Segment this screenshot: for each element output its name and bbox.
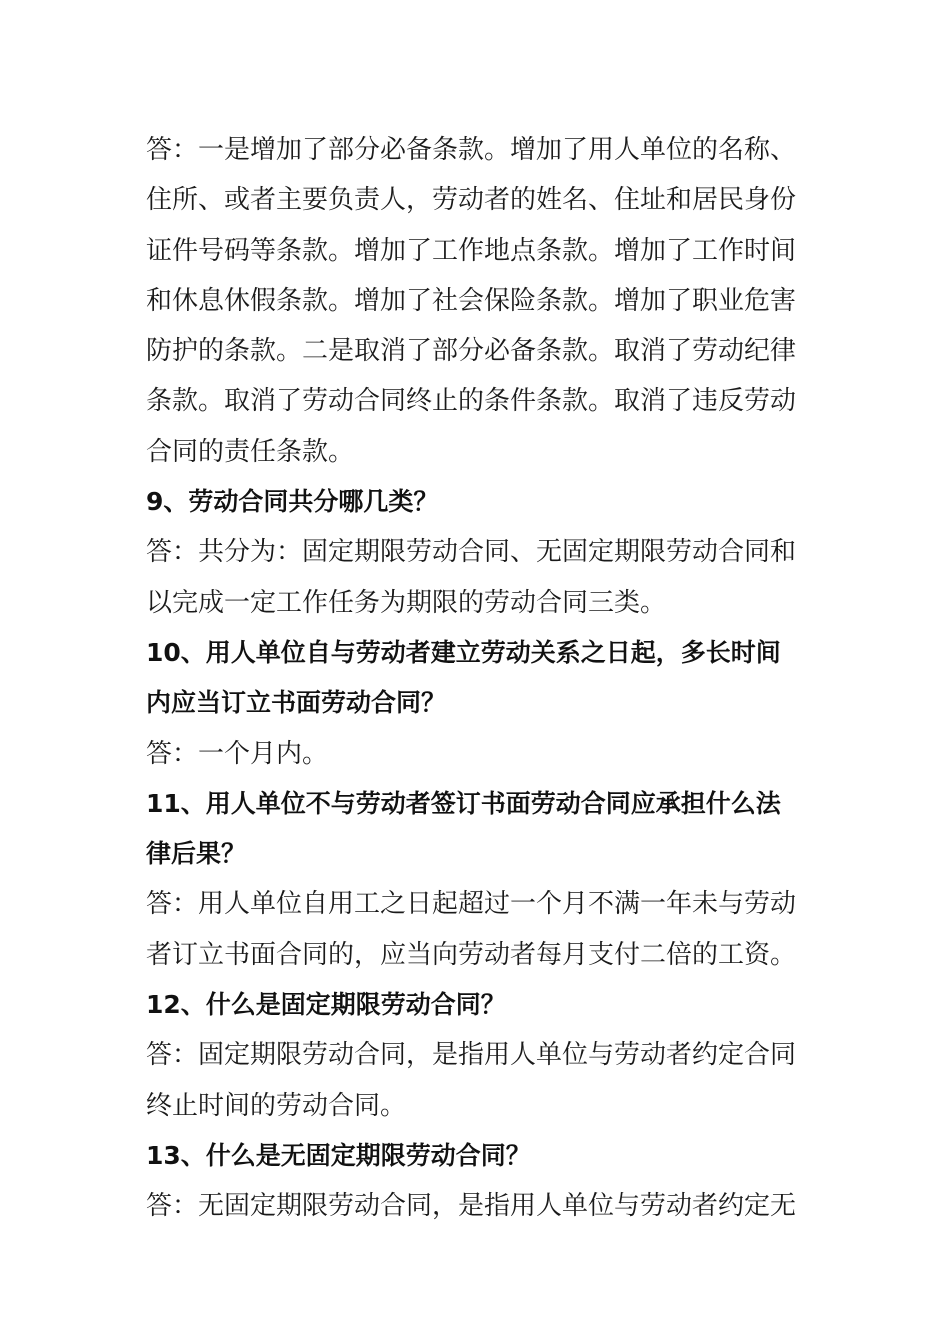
question-heading: 11、用人单位不与劳动者签订书面劳动合同应承担什么法	[146, 788, 781, 818]
question-heading: 12、什么是固定期限劳动合同？	[146, 990, 506, 1020]
answer-line: 者订立书面合同的，应当向劳动者每月支付二倍的工资。	[146, 939, 797, 970]
answer-line: 证件号码等条款。增加了工作地点条款。增加了工作时间	[146, 235, 797, 266]
answer-line: 答：一是增加了部分必备条款。增加了用人单位的名称、	[146, 135, 797, 165]
answer-line: 住所、或者主要负责人，劳动者的姓名、住址和居民身份	[146, 185, 797, 216]
answer-line: 条款。取消了劳动合同终止的条件条款。取消了违反劳动	[146, 386, 797, 417]
answer-line: 答：用人单位自用工之日起超过一个月不满一年未与劳动	[146, 889, 797, 920]
question-heading: 内应当订立书面劳动合同？	[146, 688, 447, 718]
answer-line: 以完成一定工作任务为期限的劳动合同三类。	[146, 587, 667, 618]
answer-line: 和休息休假条款。增加了社会保险条款。增加了职业危害	[146, 285, 797, 316]
answer-line: 防护的条款。二是取消了部分必备条款。取消了劳动纪律	[146, 336, 797, 367]
answer-line: 答：共分为：固定期限劳动合同、无固定期限劳动合同和	[146, 537, 797, 568]
question-heading: 律后果？	[146, 839, 247, 869]
answer-line: 答：固定期限劳动合同，是指用人单位与劳动者约定合同	[146, 1040, 797, 1071]
answer-line: 合同的责任条款。	[146, 436, 355, 467]
answer-line: 答：无固定期限劳动合同，是指用人单位与劳动者约定无	[146, 1191, 797, 1222]
document-body	[146, 125, 816, 1232]
answer-line: 答：一个月内。	[146, 738, 329, 769]
question-heading: 9、劳动合同共分哪几类？	[146, 487, 439, 517]
question-heading: 10、用人单位自与劳动者建立劳动关系之日起，多长时间	[146, 637, 781, 667]
question-heading: 13、什么是无固定期限劳动合同？	[146, 1140, 531, 1170]
answer-line: 终止时间的劳动合同。	[146, 1090, 407, 1121]
